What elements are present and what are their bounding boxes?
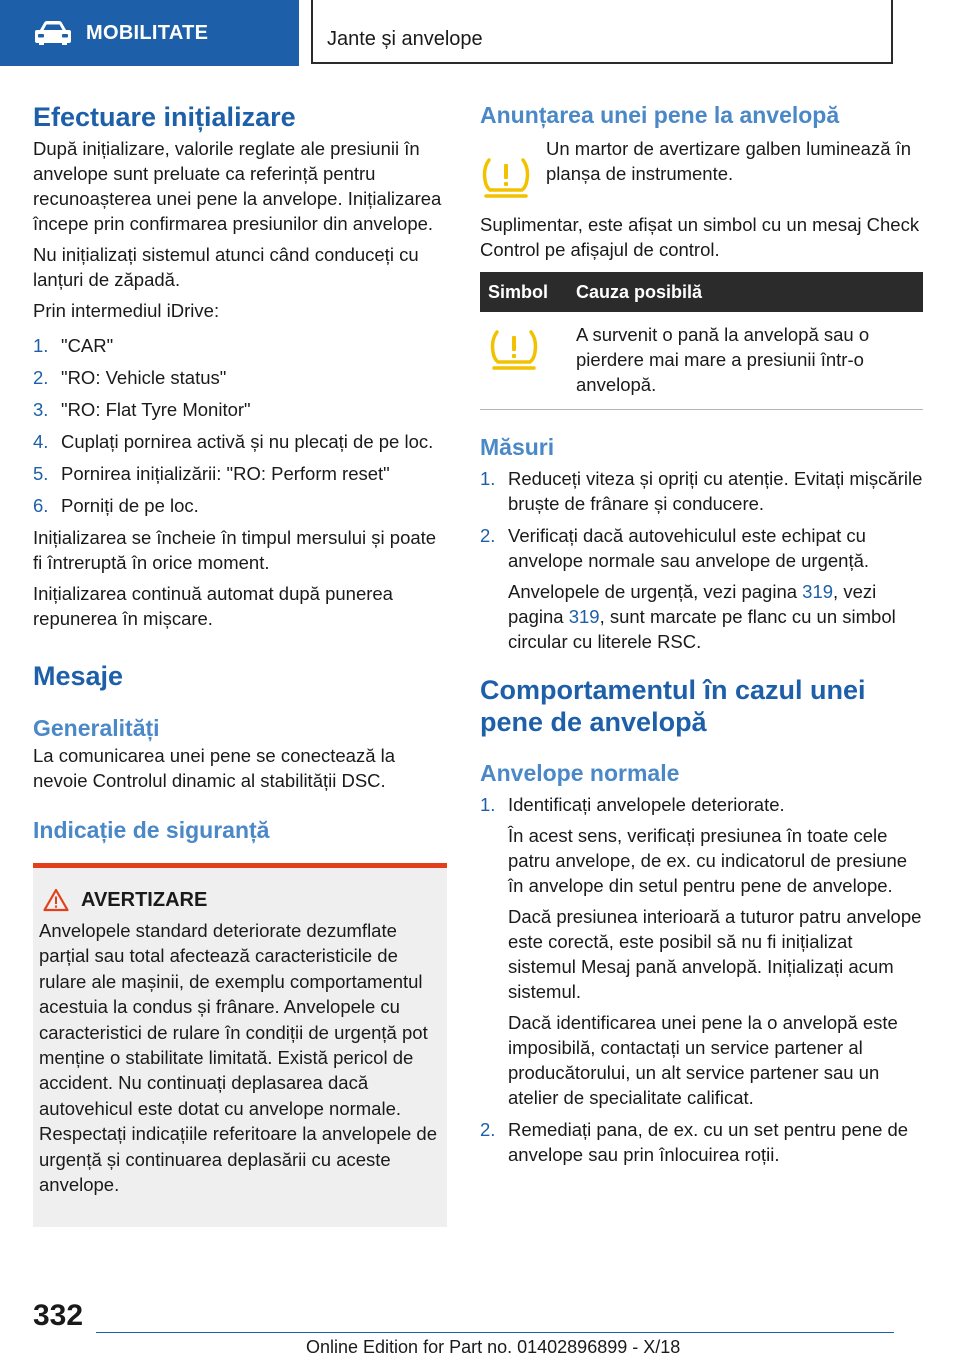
page-link[interactable]: 319 (568, 606, 600, 627)
init-paragraph-3: Prin intermediul iDrive: (33, 300, 220, 321)
chapter-title: Jante și anvelope (327, 28, 483, 50)
step-detail: Dacă presiunea interioară a tuturor patru anvelope este corectă, este posibil să nu fi inițializat sistemul Mesaj pană anvelopă. Inițializați acum sistemul. (508, 906, 922, 1002)
page-link[interactable]: 319 (802, 581, 834, 602)
safety-heading: Indicație de siguranță (33, 817, 270, 843)
tyre-pressure-warning-icon (480, 154, 532, 200)
section-tab[interactable] (0, 0, 299, 66)
table-cell-symbol (480, 312, 568, 410)
footer-divider (96, 1332, 894, 1333)
list-item: 2. Verificați dacă autovehiculul este echipat cu anvelope normale sau anvelope de urgență. Anvelopele de urgență, vezi pagina 319, vezi pagina 319, sunt marcate pe flanc cu un simbol circular cu literele RSC. (480, 523, 924, 654)
list-item: 5. Pornirea inițializării: "RO: Perform reset" (33, 463, 390, 484)
section-label: MOBILITATE (86, 21, 209, 44)
edition-text: Online Edition for Part no. 01402896899 - X/18 (306, 1337, 681, 1357)
normal-tyres-heading: Anvelope normale (480, 760, 680, 786)
measures-heading: Măsuri (480, 434, 555, 460)
warning-text: Anvelopele standard deteriorate dezumflate parțial sau total afectează caracteristicile de rulare ale mașinii, de exemplu comportamentul acestuia la condus și frânare. Anvelopele cu caracteristici de rulare în condiții de urgență pot menține o stabilitate limitată. Există pericol de accident. Nu continuați deplasarea dacă autovehicul este dotat cu anvelope normale. Respectați indicațiile referitoare la anvelopele de urgență și continuarea deplasării cu aceste anvelope. (39, 920, 437, 1196)
measures-list (480, 466, 924, 654)
general-paragraph: La comunicarea unei pene se conectează la nevoie Controlul dinamic al stabilității DSC. (33, 745, 396, 791)
list-item: 1. Identificați anvelopele deteriorate. În acest sens, verificați presiunea în toate cele patru anvelope, de ex. cu indicatorul de presiune în anvelope din setul pentru pene de anvelope. Dacă presiunea interioară a tuturor patru anvelope este corectă, este posibil să nu fi inițializat sistemul Mesaj pană anvelopă. Inițializați acum sistemul. Dacă identificarea unei pene la o anvelopă este imposibilă, contactați un service partener al producătorului, un alt service partener sau un atelier de specialitate calificat. (480, 792, 924, 1110)
flat-tyre-heading: Anunțarea unei pene la anvelopă (480, 102, 840, 128)
left-column (33, 100, 447, 1227)
normal-tyres-list (480, 792, 924, 1167)
list-item: 6. Porniți de pe loc. (33, 495, 199, 516)
warning-box (33, 863, 447, 1227)
step-detail: Dacă identificarea unei pene la o anvelopă este imposibilă, contactați un service partener al producătorului, un alt service partener sau un atelier de specialitate calificat. (508, 1012, 898, 1108)
table-header-cause: Cauza posibilă (568, 272, 923, 312)
tyre-pressure-warning-icon (488, 326, 540, 372)
symbol-table (480, 272, 923, 410)
list-item: 2. "RO: Vehicle status" (33, 367, 227, 388)
right-column (480, 100, 924, 1174)
warning-triangle-icon (43, 888, 69, 912)
page-number: 332 (33, 1299, 84, 1332)
init-paragraph-2: Nu inițializați sistemul atunci când conduceți cu lanțuri de zăpadă. (33, 244, 419, 290)
init-paragraph-1: După inițializare, valorile reglate ale presiunii în anvelope sunt preluate ca referință pentru recunoașterea unei pene la anvelope. Inițializarea începe prin confirmarea presiunilor din anvelope. (33, 138, 442, 234)
chapter-heading (311, 0, 893, 64)
lamp-paragraph: Un martor de avertizare galben luminează în planșa de instrumente. (546, 138, 912, 184)
init-paragraph-4: Inițializarea se încheie în timpul mersului și poate fi întreruptă în orice moment. (33, 527, 437, 573)
behaviour-heading: Comportamentul în cazul unei pene de anvelopă (480, 675, 866, 737)
warning-title (39, 888, 441, 912)
general-heading: Generalități (33, 715, 160, 741)
step-detail: În acest sens, verificați presiunea în toate cele patru anvelope, de ex. cu indicatorul de presiune în anvelope din setul pentru pene de anvelope. (508, 825, 908, 896)
car-icon (34, 20, 72, 46)
list-item: 1. "CAR" (33, 335, 114, 356)
init-steps-list (33, 333, 447, 518)
init-paragraph-5: Inițializarea continuă automat după punerea repunerea în mișcare. (33, 583, 393, 629)
list-item: 2. Remediați pana, de ex. cu un set pentru pene de anvelope sau prin înlocuirea roții. (480, 1119, 909, 1165)
warning-label: AVERTIZARE (81, 888, 208, 911)
page-header (0, 0, 960, 66)
spare-tyre-note: Anvelopele de urgență, vezi pagina 319, vezi pagina 319, sunt marcate pe flanc cu un simbol circular cu literele RSC. (508, 581, 896, 652)
messages-heading: Mesaje (33, 661, 124, 691)
table-cell-cause: A survenit o pană la anvelopă sau o pierdere mai mare a presiunii într-o anvelopă. (568, 312, 923, 410)
warning-lamp-row (480, 140, 924, 200)
list-item: 3. "RO: Flat Tyre Monitor" (33, 399, 251, 420)
table-header-symbol: Simbol (480, 272, 568, 312)
supplement-paragraph: Suplimentar, este afișat un simbol cu un mesaj Check Control pe afișajul de control. (480, 214, 920, 260)
list-item: 4. Cuplați pornirea activă și nu plecați de pe loc. (33, 431, 434, 452)
list-item: 1. Reduceți viteza și opriți cu atenție. Evitați mișcările bruște de frânare și conducere. (480, 468, 923, 514)
init-heading: Efectuare inițializare (33, 102, 296, 132)
table-row (480, 312, 923, 410)
